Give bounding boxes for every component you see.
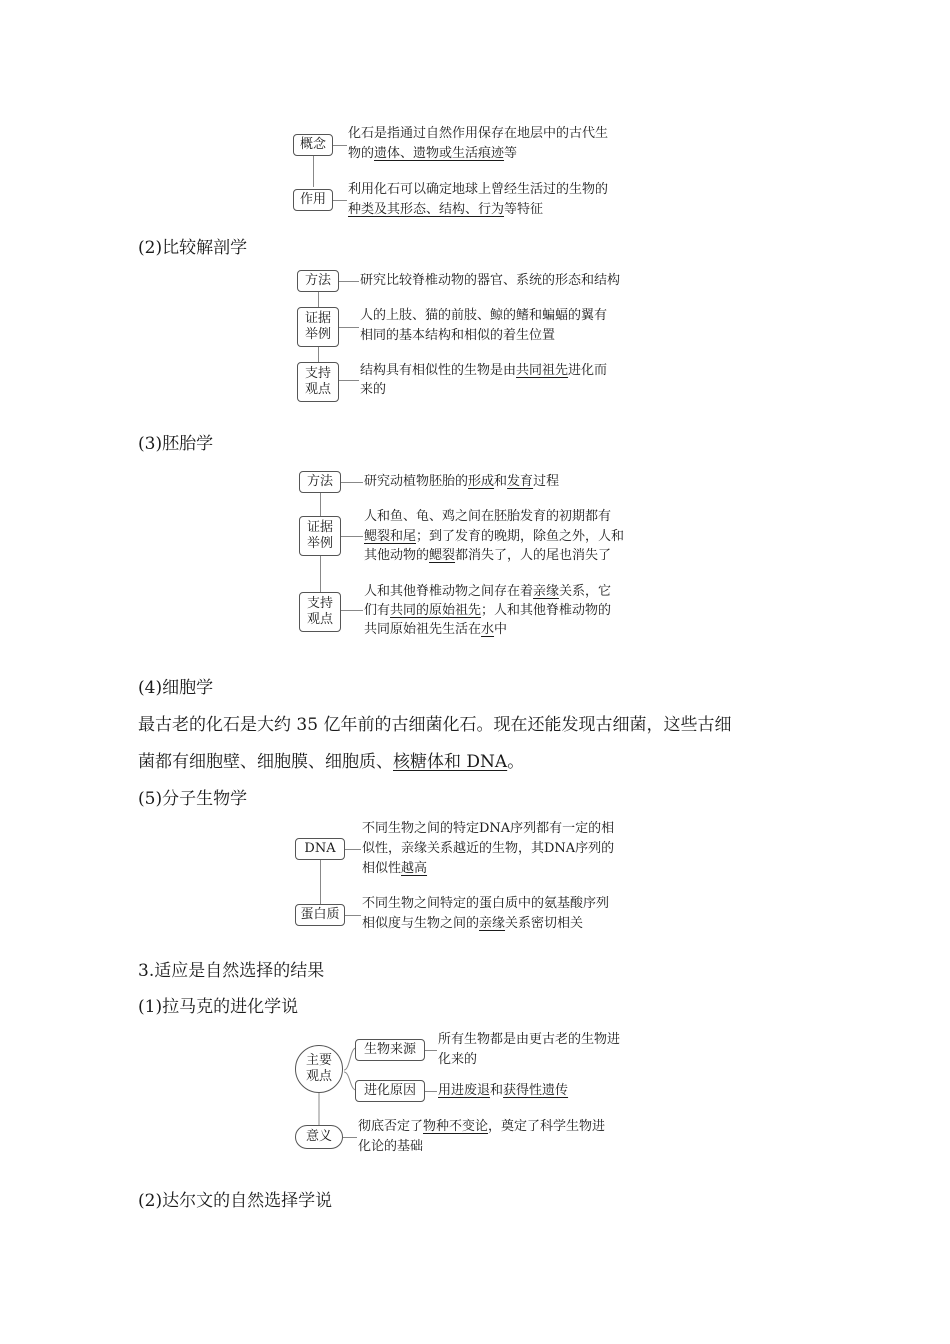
cell-para-line-2: 菌都有细胞壁、细胞膜、细胞质、核糖体和 DNA。 (138, 752, 525, 772)
anatomy-support-line-2: 来的 (360, 382, 387, 397)
molecular-heading: (5)分子生物学 (138, 789, 248, 809)
connector (341, 610, 363, 611)
connector (345, 849, 361, 850)
embryo-method-box: 方法 (299, 471, 341, 493)
concept-line-1: 化石是指通过自然作用保存在地层中的古代生 (348, 126, 609, 141)
connector (339, 281, 359, 282)
meaning-line-2: 化论的基础 (358, 1139, 424, 1154)
connector (345, 915, 361, 916)
anatomy-method-text: 研究比较脊椎动物的器官、系统的形态和结构 (360, 273, 621, 288)
embryo-evidence-box: 证据 举例 (299, 516, 341, 556)
anatomy-evidence-box: 证据 举例 (297, 307, 339, 347)
anatomy-support-box: 支持 观点 (297, 362, 339, 402)
use-line-2: 种类及其形态、结构、行为等特征 (348, 202, 544, 217)
main-points-box: 主要 观点 (295, 1045, 343, 1093)
cell-heading: (4)细胞学 (138, 678, 214, 698)
darwin-heading: (2)达尔文的自然选择学说 (138, 1191, 333, 1211)
connector (320, 859, 321, 907)
connector (339, 380, 359, 381)
use-label-box (293, 189, 333, 211)
anatomy-support-line-1: 结构具有相似性的生物是由共同祖先进化而 (360, 363, 608, 378)
connector (341, 536, 363, 537)
dna-line-1: 不同生物之间的特定DNA序列都有一定的相 (362, 821, 615, 836)
meaning-line-1: 彻底否定了物种不变论，奠定了科学生物进 (358, 1119, 606, 1134)
anatomy-method-box: 方法 (297, 270, 339, 292)
cell-para-line-1: 最古老的化石是大约 35 亿年前的古细菌化石。现在还能发现古细菌，这些古细 (138, 715, 732, 735)
connector (333, 145, 347, 146)
embryo-evidence-line-2: 鳃裂和尾；到了发育的晚期，除鱼之外，人和 (364, 529, 625, 544)
adaptation-heading: 3.适应是自然选择的结果 (138, 961, 325, 981)
embryo-support-line-3: 共同原始祖先生活在水中 (364, 622, 508, 637)
use-line-1: 利用化石可以确定地球上曾经生活过的生物的 (348, 182, 609, 197)
protein-line-2: 相似度与生物之间的亲缘关系密切相关 (362, 916, 584, 931)
use-label: 作用 (299, 192, 326, 207)
embryo-support-box: 支持 观点 (299, 592, 341, 632)
connector (425, 1050, 437, 1051)
connector (341, 482, 363, 483)
origin-line-1: 所有生物都是由更古老的生物进 (438, 1032, 621, 1047)
protein-line-1: 不同生物之间特定的蛋白质中的氨基酸序列 (362, 896, 610, 911)
concept-label-box (293, 134, 333, 156)
embryo-heading: (3)胚胎学 (138, 434, 214, 454)
connector (339, 327, 359, 328)
cause-label-box: 进化原因 (355, 1080, 425, 1102)
origin-label-box: 生物来源 (355, 1039, 425, 1061)
anatomy-evidence-line-1: 人的上肢、猫的前肢、鲸的鳍和蝙蝠的翼有 (360, 308, 608, 323)
anatomy-evidence-line-2: 相同的基本结构和相似的着生位置 (360, 328, 556, 343)
connector (425, 1091, 437, 1092)
embryo-evidence-line-1: 人和鱼、龟、鸡之间在胚胎发育的初期都有 (364, 509, 612, 524)
protein-label-box: 蛋白质 (295, 904, 345, 926)
dna-label-box: DNA (295, 838, 345, 860)
embryo-support-line-1: 人和其他脊椎动物之间存在着亲缘关系，它 (364, 584, 612, 599)
embryo-support-line-2: 们有共同的原始祖先；人和其他脊椎动物的 (364, 603, 612, 618)
meaning-label-box: 意义 (295, 1125, 343, 1149)
origin-line-2: 化来的 (438, 1052, 478, 1067)
embryo-method-text: 研究动植物胚胎的形成和发育过程 (364, 474, 560, 489)
embryo-evidence-line-3: 其他动物的鳃裂都消失了，人的尾也消失了 (364, 548, 612, 563)
concept-line-2: 物的遗体、遗物或生活痕迹等 (348, 146, 518, 161)
connector (313, 155, 314, 187)
anatomy-heading: (2)比较解剖学 (138, 238, 248, 258)
connector (343, 1137, 357, 1138)
lamarck-heading: (1)拉马克的进化学说 (138, 997, 299, 1017)
dna-line-2: 似性，亲缘关系越近的生物，其DNA序列的 (362, 841, 615, 856)
dna-line-3: 相似性越高 (362, 861, 428, 876)
concept-label: 概念 (299, 137, 326, 152)
connector (333, 200, 347, 201)
cause-text: 用进废退和获得性遗传 (438, 1083, 569, 1098)
